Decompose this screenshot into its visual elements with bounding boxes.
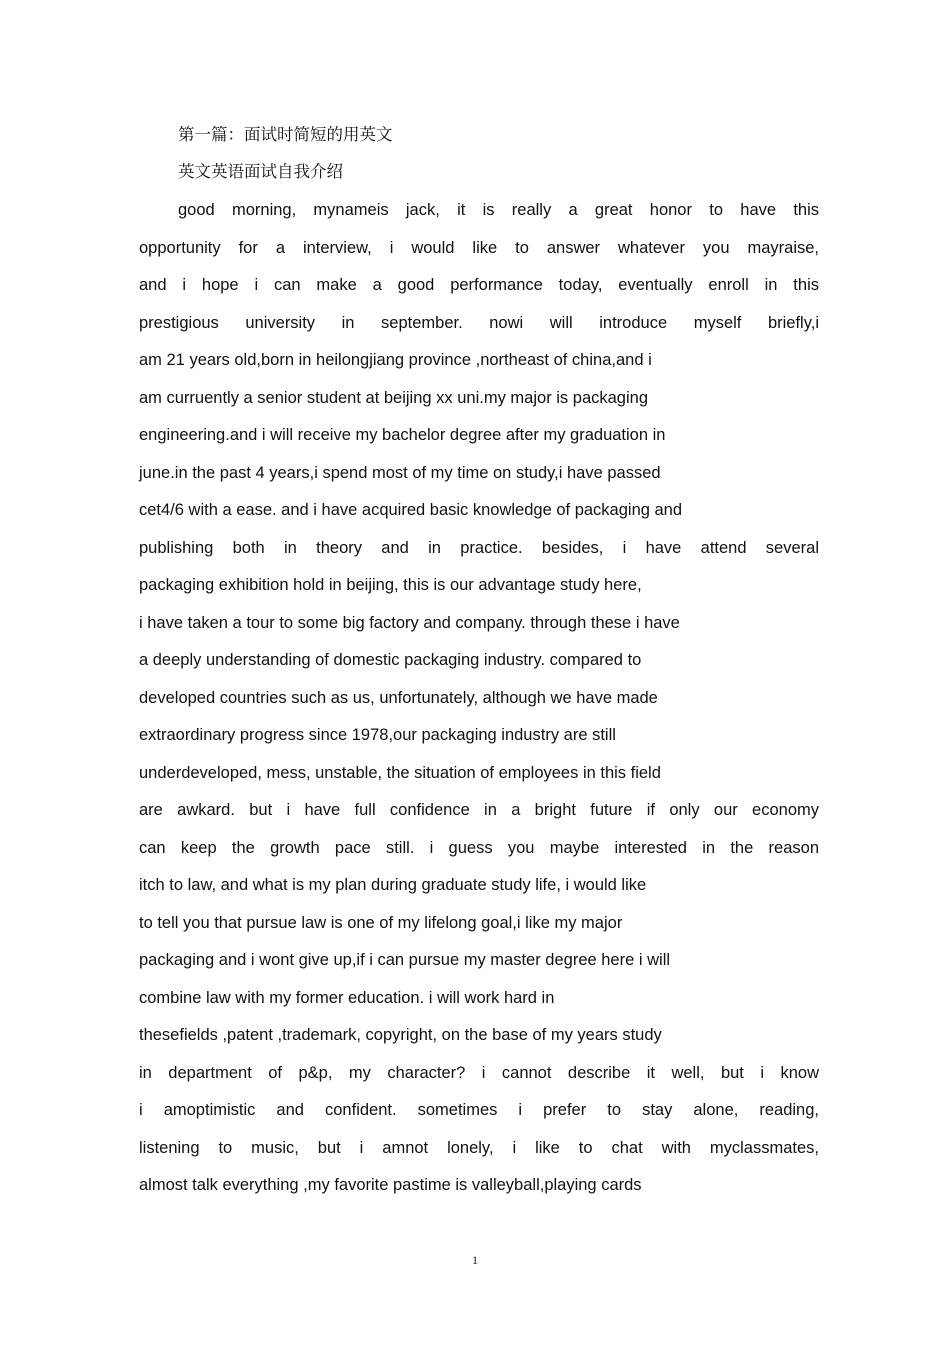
section-title: 第一篇：面试时简短的用英文 xyxy=(178,125,393,144)
body-line: engineering.and i will receive my bachelor degree after my graduation in xyxy=(139,426,666,444)
body-line: good morning, mynameis jack, it is really a great honor to have this xyxy=(178,201,819,219)
body-line: am curruently a senior student at beijing xx uni.my major is packaging xyxy=(139,388,648,407)
body-line: am 21 years old,born in heilongjiang province ,northeast of china,and i xyxy=(139,351,652,369)
body-line: can keep the growth pace still. i guess you maybe interested in the reason xyxy=(139,838,819,857)
body-line: publishing both in theory and in practice. besides, i have attend several xyxy=(139,538,819,557)
body-line: packaging and i wont give up,if i can pursue my master degree here i will xyxy=(139,951,671,969)
body-line: almost talk everything ,my favorite pastime is valleyball,playing cards xyxy=(139,1176,642,1194)
body-line: underdeveloped, mess, unstable, the situation of employees in this field xyxy=(139,763,661,782)
body-line: june.in the past 4 years,i spend most of my time on study,i have passed xyxy=(139,463,661,482)
body-line: cet4/6 with a ease. and i have acquired basic knowledge of packaging and xyxy=(139,501,683,519)
body-line: combine law with my former education. i will work hard in xyxy=(139,988,555,1007)
body-line: in department of p&p, my character? i cannot describe it well, but i know xyxy=(139,1063,819,1082)
body-line: i amoptimistic and confident. sometimes i prefer to stay alone, reading, xyxy=(139,1101,819,1119)
body-line: prestigious university in september. nowi will introduce myself briefly,i xyxy=(139,313,819,332)
body-line: and i hope i can make a good performance today, eventually enroll in this xyxy=(139,276,819,294)
body-line: packaging exhibition hold in beijing, this is our advantage study here, xyxy=(139,576,642,594)
body-line: i have taken a tour to some big factory and company. through these i have xyxy=(139,613,680,632)
body-text xyxy=(139,200,819,1213)
body-line: itch to law, and what is my plan during graduate study life, i would like xyxy=(139,876,647,894)
body-line: opportunity for a interview, i would like to answer whatever you mayraise, xyxy=(139,238,819,257)
body-line: are awkard. but i have full confidence in a bright future if only our economy xyxy=(139,801,819,819)
body-line: a deeply understanding of domestic packaging industry. compared to xyxy=(139,651,642,669)
body-line: to tell you that pursue law is one of my lifelong goal,i like my major xyxy=(139,913,623,932)
page-number: 1 xyxy=(472,1253,478,1267)
body-line: thesefields ,patent ,trademark, copyright, on the base of my years study xyxy=(139,1026,662,1044)
body-line: listening to music, but i amnot lonely, i like to chat with myclassmates, xyxy=(139,1138,819,1157)
body-line: extraordinary progress since 1978,our packaging industry are still xyxy=(139,726,616,744)
subtitle: 英文英语面试自我介绍 xyxy=(178,162,343,181)
body-line: developed countries such as us, unfortunately, although we have made xyxy=(139,688,658,707)
